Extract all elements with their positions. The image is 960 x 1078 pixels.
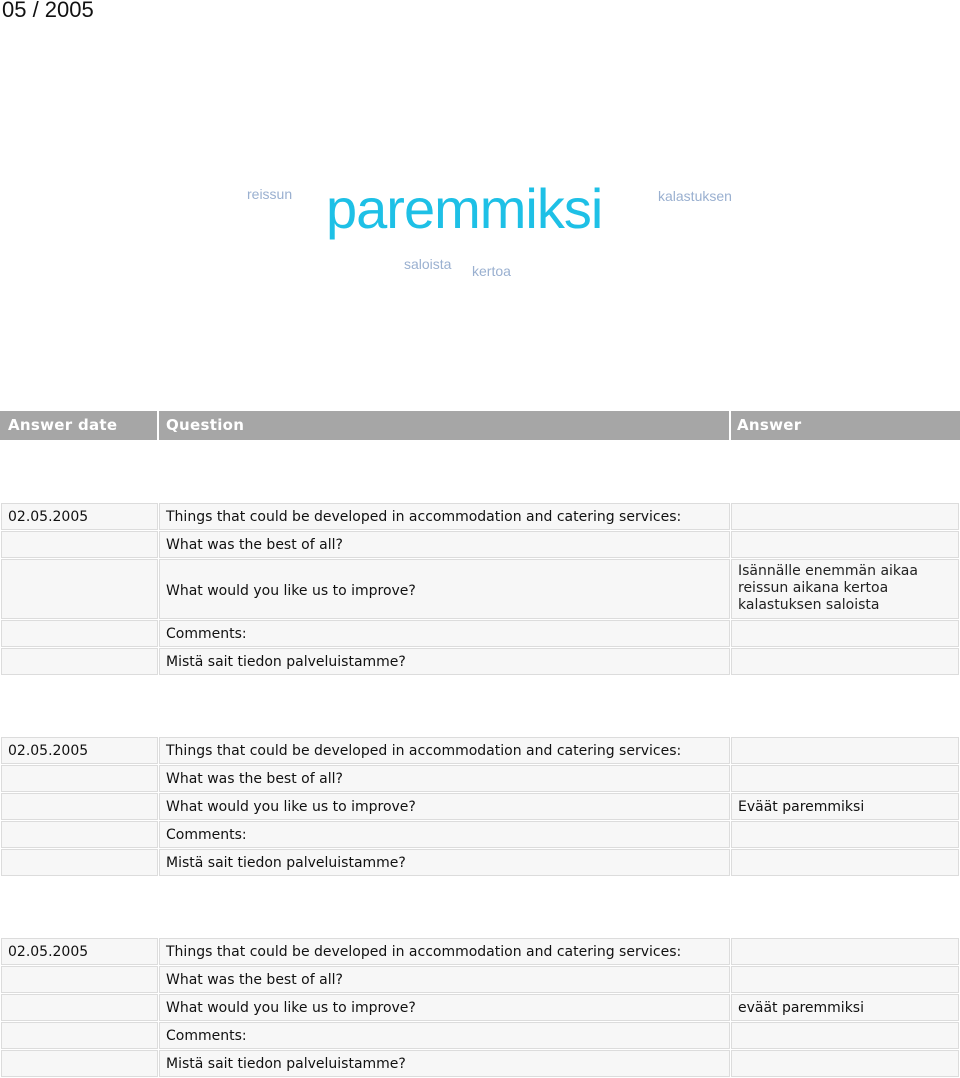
answer-cell: [731, 765, 959, 792]
answer-cell: [731, 938, 959, 965]
answer-cell: Isännälle enemmän aikaa reissun aikana kertoa kalastuksen saloista: [731, 559, 959, 619]
answer-date-cell: [1, 793, 158, 820]
answer-date-cell: 02.05.2005: [1, 938, 158, 965]
answer-cell: [731, 620, 959, 647]
answer-date-cell: [1, 821, 158, 848]
answer-cell: [731, 531, 959, 558]
cloud-word-main: paremmiksi: [326, 177, 603, 240]
answer-cell: [731, 648, 959, 675]
table-row: [0, 792, 960, 820]
cloud-word: saloista: [404, 256, 452, 272]
table-row: [0, 647, 960, 675]
question-cell: Things that could be developed in accommodation and catering services:: [159, 938, 730, 965]
answer-date-cell: 02.05.2005: [1, 503, 158, 530]
answer-date-cell: [1, 531, 158, 558]
question-cell: What would you like us to improve?: [159, 994, 730, 1021]
question-cell: Things that could be developed in accommodation and catering services:: [159, 737, 730, 764]
answer-date-cell: 02.05.2005: [1, 737, 158, 764]
answer-date-cell: [1, 765, 158, 792]
answer-cell: [731, 821, 959, 848]
table-row: [0, 736, 960, 764]
cloud-word: kalastuksen: [658, 188, 732, 204]
table-row: [0, 820, 960, 848]
table-row: [0, 965, 960, 993]
answer-cell: [731, 737, 959, 764]
table-row: [0, 558, 960, 619]
table-row: [0, 1021, 960, 1049]
table-row: [0, 530, 960, 558]
header-answer: Answer: [737, 416, 802, 434]
header-divider: [729, 411, 731, 440]
answer-entry: [0, 502, 960, 675]
answer-date-cell: [1, 849, 158, 876]
table-row: [0, 502, 960, 530]
cloud-word: kertoa: [472, 263, 511, 279]
answer-cell: [731, 1050, 959, 1077]
question-cell: Comments:: [159, 620, 730, 647]
table-row: [0, 848, 960, 876]
table-row: [0, 993, 960, 1021]
cloud-word: reissun: [247, 186, 293, 202]
answer-entry: [0, 937, 960, 1077]
table-row: [0, 1049, 960, 1077]
question-cell: Mistä sait tiedon palveluistamme?: [159, 849, 730, 876]
answer-date-cell: [1, 994, 158, 1021]
answer-date-cell: [1, 1050, 158, 1077]
header-question: Question: [166, 416, 245, 434]
answer-date-cell: [1, 620, 158, 647]
answer-cell: [731, 503, 959, 530]
question-cell: Comments:: [159, 1022, 730, 1049]
answer-cell: eväät paremmiksi: [731, 994, 959, 1021]
question-cell: What was the best of all?: [159, 531, 730, 558]
question-cell: Mistä sait tiedon palveluistamme?: [159, 1050, 730, 1077]
page-title: 05 / 2005: [2, 0, 94, 22]
question-cell: What would you like us to improve?: [159, 559, 730, 619]
question-cell: What would you like us to improve?: [159, 793, 730, 820]
answer-date-cell: [1, 648, 158, 675]
answer-cell: [731, 1022, 959, 1049]
answer-cell: [731, 849, 959, 876]
table-row: [0, 937, 960, 965]
answer-cell: Eväät paremmiksi: [731, 793, 959, 820]
header-answer-date: Answer date: [8, 416, 118, 434]
table-row: [0, 764, 960, 792]
question-cell: What was the best of all?: [159, 765, 730, 792]
answer-date-cell: [1, 1022, 158, 1049]
answer-cell: [731, 966, 959, 993]
answer-date-cell: [1, 966, 158, 993]
answer-date-cell: [1, 559, 158, 619]
table-row: [0, 619, 960, 647]
question-cell: Comments:: [159, 821, 730, 848]
question-cell: What was the best of all?: [159, 966, 730, 993]
question-cell: Things that could be developed in accommodation and catering services:: [159, 503, 730, 530]
table-header: [0, 411, 960, 440]
answer-entry: [0, 736, 960, 876]
question-cell: Mistä sait tiedon palveluistamme?: [159, 648, 730, 675]
header-divider: [157, 411, 159, 440]
